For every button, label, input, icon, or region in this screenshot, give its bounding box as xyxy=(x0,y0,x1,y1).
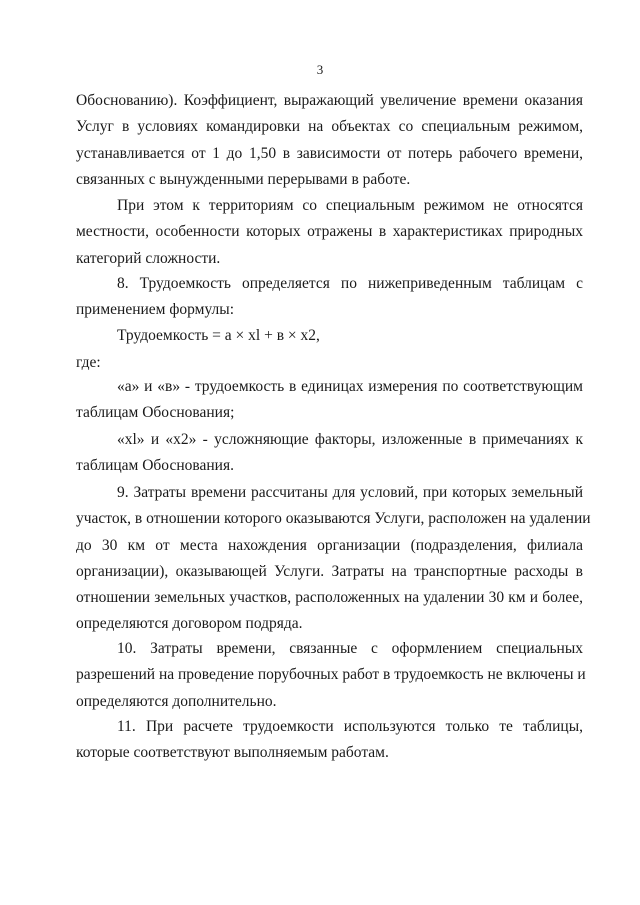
text-line: местности, особенности которых отражены в характеристиках природных xyxy=(76,223,583,241)
text-line: 11. При расчете трудоемкости используются только те таблицы, xyxy=(117,718,583,735)
page-number: 3 xyxy=(316,62,324,77)
text-line: организации), оказывающей Услуги. Затраты на транспортные расходы в xyxy=(76,562,583,580)
text-line: отношении земельных участков, расположенных на удалении 30 км и более, xyxy=(76,589,583,607)
paragraph-item-9 xyxy=(76,480,591,638)
text-line: таблицам Обоснования; xyxy=(76,404,235,422)
text-line: связанных с вынужденными перерывами в работе. xyxy=(76,170,411,188)
text-line: до 30 км от места нахождения организации (подразделения, филиала xyxy=(76,536,583,554)
text-line: «а» и «в» - трудоемкость в единицах измерения по соответствующим xyxy=(117,378,583,395)
text-line: Услуг в условиях командировки на объектах со специальным режимом, xyxy=(76,118,583,136)
text-line: определяются договором подряда. xyxy=(76,615,303,633)
paragraph-x1-x2-definition xyxy=(76,427,583,480)
text-line: 9. Затраты времени рассчитаны для условий, при которых земельный xyxy=(117,484,583,501)
text-line: определяются дополнительно. xyxy=(76,692,277,710)
text-line: применением формулы: xyxy=(76,301,234,319)
text-line: разрешений на проведение порубочных работ в трудоемкость не включены и xyxy=(76,666,586,684)
text-line: При этом к территориям со специальным режимом не относятся xyxy=(117,197,583,214)
text-line: таблицам Обоснования. xyxy=(76,457,234,475)
text-line: «xl» и «x2» - усложняющие факторы, изложенные в примечаниях к xyxy=(117,431,583,448)
text-line: которые соответствуют выполняемым работам. xyxy=(76,744,389,762)
paragraph-special-regime xyxy=(76,193,583,272)
text-line: категорий сложности. xyxy=(76,249,221,267)
text-line: участок, в отношении которого оказываются Услуги, расположен на удалении xyxy=(76,510,591,528)
formula: Трудоемкость = а × xl + в × x2, xyxy=(117,327,320,344)
paragraph-item-11 xyxy=(76,714,583,767)
text-line: Обоснованию). Коэффициент, выражающий увеличение времени оказания xyxy=(76,92,583,109)
text-line: устанавливается от 1 до 1,50 в зависимости от потерь рабочего времени, xyxy=(76,144,583,162)
text-line: 10. Затраты времени, связанные с оформлением специальных xyxy=(117,640,583,657)
paragraph-a-b-definition xyxy=(76,374,583,427)
paragraph-item-10 xyxy=(76,636,586,715)
text-line: 8. Трудоемкость определяется по нижеприведенным таблицам с xyxy=(117,275,583,292)
paragraph-item-8 xyxy=(76,271,583,324)
paragraph-coefficient xyxy=(76,88,583,193)
where-label: где: xyxy=(76,354,101,371)
